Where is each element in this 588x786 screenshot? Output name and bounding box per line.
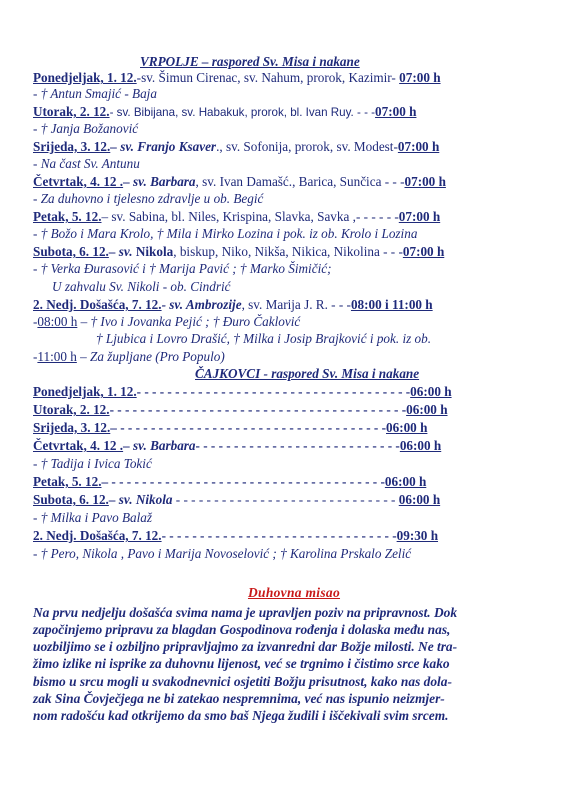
saint-prefix: – sv.	[123, 438, 151, 453]
vrpolje-line-5	[33, 209, 440, 225]
day-label: Četvrtak, 4. 12 .	[33, 438, 124, 453]
dash-filler: – - - - - - - - - - - - - - - - - - - - - - - - - - - - - - - - - - - -	[110, 420, 386, 435]
dash-filler: - - - - - - - - - - - - - - - - - - - - - - - - - - - - -	[172, 492, 396, 507]
mass-time: 06:00 h	[406, 402, 448, 417]
thought-line: Na prvu nedjelju došašća svima nama je upravljen poziv na pripravnost. Dok	[33, 605, 458, 620]
intention-note: † Ljubica i Lovro Drašić, † Milka i Josip Brajković i pok. iz ob.	[96, 331, 432, 346]
mass-time: 06:00 h	[386, 420, 428, 435]
cajkovci-title: ČAJKOVCI - raspored Sv. Misa i nakane	[195, 366, 420, 381]
mass-time: 07:00 h	[402, 244, 445, 259]
feast-saint: Nikola	[135, 244, 174, 259]
feast-saint: Franjo Ksaver	[137, 139, 217, 154]
vrpolje-title: VRPOLJE – raspored Sv. Misa i nakane	[140, 54, 360, 69]
mass-time: 06:00 h	[399, 438, 442, 453]
saint-prefix: – sv.	[123, 174, 151, 189]
intention-note: - Za duhovno i tjelesno zdravlje u ob. Begić	[33, 191, 264, 206]
thought-line: bismo u srcu mogli u svakodnevnici osjetiti Božju prisutnost, kako nas dola-	[33, 674, 452, 689]
mass-time: 07:00 h	[404, 174, 446, 189]
intention-note: - † Janja Božanović	[33, 121, 139, 136]
saints-text: ., sv. Sofonija, prorok, sv. Modest-	[216, 139, 398, 154]
feast-saint: Barbara	[150, 174, 196, 189]
saints-text: -sv. Šimun Cirenac, sv. Nahum, prorok, Kazimir-	[136, 70, 396, 85]
saint-prefix: - sv.	[161, 297, 186, 312]
cajkovci-line-1	[33, 384, 452, 400]
spiritual-thought-heading: Duhovna misao	[247, 585, 341, 600]
intention-note: – Za župljane (Pro Populo)	[76, 349, 225, 364]
vrpolje-line-3	[33, 139, 439, 155]
saint-prefix: – sv.	[108, 244, 136, 259]
vrpolje-line-2	[33, 104, 416, 121]
mass-time: 07:00 h	[375, 104, 417, 119]
cajkovci-line-3	[33, 420, 427, 436]
cajkovci-line-5	[33, 474, 426, 490]
thought-line: započinjemo pripravu za blagdan Gospodinova rođenja i dolaska među nas,	[33, 622, 451, 637]
feast-saint: Nikola	[135, 492, 173, 507]
dash-filler: - - - - - - - - - - - - - - - - - - - - - - - - - - - - - - - - - - - - - - -	[109, 402, 407, 417]
intention-note: - † Milka i Pavo Balaž	[33, 510, 153, 525]
vrpolje-sunday-mass-2: -11:00 h – Za župljane (Pro Populo)	[33, 349, 225, 364]
mass-time: 11:00 h	[37, 349, 77, 364]
dash-filler: – - - - - - - - - - - - - - - - - - - - - - - - - - - - - - - - - - - - -	[101, 474, 385, 489]
dash-filler: - - - - - - - - - - - - - - - - - - - - - - - - - - - - - - -	[161, 528, 397, 543]
saint-prefix: – sv.	[110, 139, 138, 154]
mass-time: 08:00 h	[37, 314, 78, 329]
saint-prefix: – sv.	[108, 492, 136, 507]
intention-note: - † Božo i Mara Krolo, † Mila i Mirko Lozina i pok. iz ob. Krolo i Lozina	[33, 226, 418, 241]
mass-time: 06:00 h	[410, 384, 452, 399]
mass-time: 07:00 h	[397, 139, 440, 154]
feast-saint: Barbara	[150, 438, 196, 453]
thought-line: uozbiljimo se i ozbiljno pripravljajmo za izvanredni dar Božje milosti. Ne tra-	[33, 639, 458, 654]
day-label: Srijeda, 3. 12.	[33, 420, 111, 435]
day-label: Subota, 6. 12.	[33, 244, 109, 259]
saints-text: - sv. Bibijana, sv. Habakuk, prorok, bl. Ivan Ruy. - - -	[109, 106, 376, 119]
mass-time: 09:30 h	[396, 528, 439, 543]
mass-time: 08:00 i 11:00 h	[350, 297, 433, 312]
intention-note: - † Antun Smajić - Baja	[33, 86, 157, 101]
vrpolje-line-7	[33, 297, 433, 313]
intention-note: - † Pero, Nikola , Pavo i Marija Novoselović ; † Karolina Prskalo Zelić	[33, 546, 412, 561]
intention-note: - † Tadija i Ivica Tokić	[33, 456, 152, 471]
day-label: 2. Nedj. Došašća, 7. 12.	[33, 528, 162, 543]
cajkovci-line-2	[33, 402, 448, 418]
day-label: Ponedjeljak, 1. 12.	[33, 384, 137, 399]
thought-line: žimo izlike ni isprike za duhovnu lijenost, već se trgnimo i čistimo srce kako	[33, 656, 450, 671]
saints-text: , sv. Marija J. R. - - -	[241, 297, 351, 312]
vrpolje-sunday-mass-1: -08:00 h – † Ivo i Jovanka Pejić ; † Đuro Čaklović	[33, 314, 301, 329]
vrpolje-line-4	[33, 174, 446, 190]
day-label: Petak, 5. 12.	[33, 474, 102, 489]
mass-time: 07:00 h	[398, 209, 441, 224]
cajkovci-line-4	[33, 438, 441, 454]
vrpolje-line-6	[33, 244, 444, 260]
intention-note: U zahvalu Sv. Nikoli - ob. Cindrić	[52, 279, 231, 294]
dash-filler: - - - - - - - - - - - - - - - - - - - - - - - - - - -	[195, 438, 400, 453]
saints-text: , biskup, Niko, Nikša, Nikica, Nikolina - - -	[173, 244, 403, 259]
feast-saint: Ambrozije	[185, 297, 242, 312]
cajkovci-line-7	[33, 528, 438, 544]
day-label: Ponedjeljak, 1. 12.	[33, 70, 137, 85]
dash-filler: - - - - - - - - - - - - - - - - - - - - - - - - - - - - - - - - - - - -	[136, 384, 411, 399]
mass-time: 06:00 h	[384, 474, 427, 489]
day-label: Četvrtak, 4. 12 .	[33, 174, 124, 189]
thought-line: zak Sina Čovječjega ne bi zatekao nespremnima, već nas ispunio neizmjer-	[33, 691, 445, 706]
cajkovci-line-6	[33, 492, 440, 508]
intention-note: – † Ivo i Jovanka Pejić ; † Đuro Čaklović	[77, 314, 301, 329]
mass-time: 06:00 h	[398, 492, 441, 507]
day-label: Utorak, 2. 12.	[33, 402, 110, 417]
saints-text: , sv. Ivan Damašć., Barica, Sunčica - - -	[195, 174, 405, 189]
saints-text: – sv. Sabina, bl. Niles, Krispina, Slavka, Savka ,- - - - - -	[101, 209, 399, 224]
day-label: 2. Nedj. Došašća, 7. 12.	[33, 297, 162, 312]
day-label: Srijeda, 3. 12.	[33, 139, 111, 154]
intention-note: - † Verka Đurasović i † Marija Pavić ; † Marko Šimičić;	[33, 261, 332, 276]
thought-line: nom radošću kad otkrijemo da smo baš Njega žudili i iščekivali svim srcem.	[33, 708, 449, 723]
day-label: Subota, 6. 12.	[33, 492, 109, 507]
intention-note: - Na čast Sv. Antunu	[33, 156, 140, 171]
day-label: Petak, 5. 12.	[33, 209, 102, 224]
day-label: Utorak, 2. 12.	[33, 104, 110, 119]
vrpolje-line-1	[33, 70, 441, 86]
mass-time: 07:00 h	[399, 70, 441, 85]
